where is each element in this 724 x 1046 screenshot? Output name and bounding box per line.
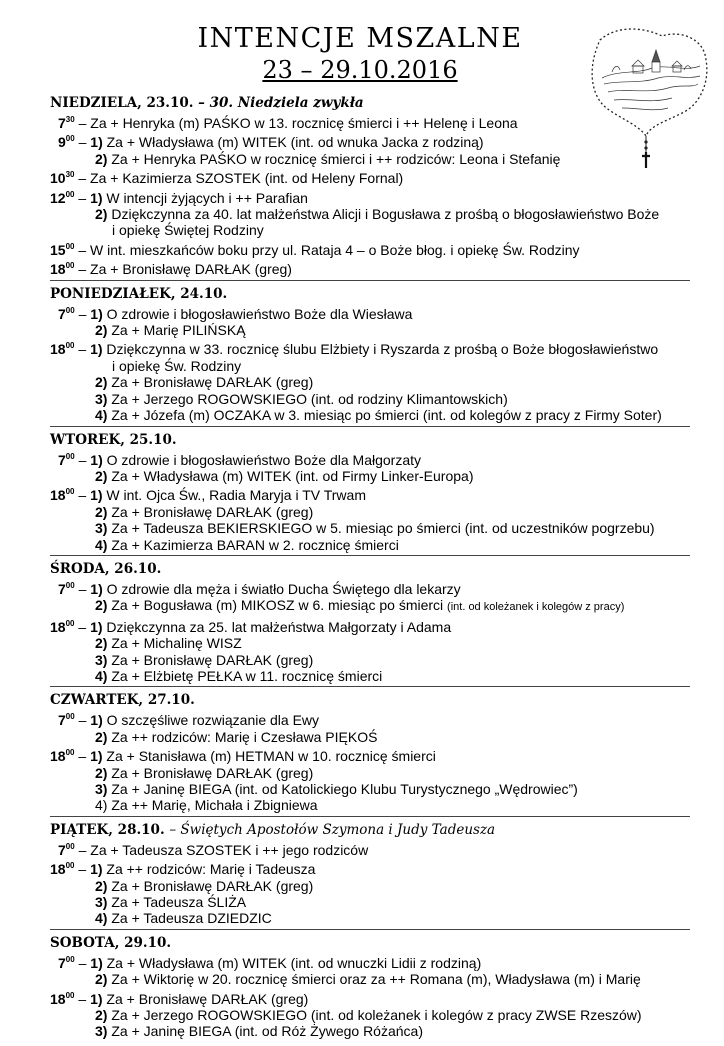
day-heading xyxy=(50,934,690,952)
mass-time: $10^{30}$ xyxy=(50,170,75,187)
day-date: PIĄTEK, 28.10. xyxy=(50,821,170,838)
dash-separator: – xyxy=(74,487,91,504)
intention-text: Dziękczynna w 33. rocznicę ślubu Elżbiety i Ryszarda z prośbą o Boże błogosławieństwo xyxy=(102,341,659,358)
mass-time: $18^{00}$ xyxy=(50,487,75,504)
mass-time: $7^{00}$ xyxy=(58,305,75,322)
intention-number: 4) xyxy=(95,910,108,927)
intention-number: 1) xyxy=(90,451,103,468)
intentions-list xyxy=(50,94,690,1046)
intention-line xyxy=(50,468,690,484)
mass-time: $18^{00}$ xyxy=(50,990,75,1007)
intention-text: Za + Bronisławę DARŁAK (greg) xyxy=(107,503,314,520)
intention-text: Za ++ rodziców: Marię i Tadeusza xyxy=(102,861,316,878)
intention-text: Za + Tadeusza BEKIERSKIEGO w 5. miesiąc po śmierci (int. od uczestników pogrzebu) xyxy=(107,520,655,537)
intention-line xyxy=(50,635,690,651)
intention-line xyxy=(50,131,690,150)
mass-time: $15^{00}$ xyxy=(50,241,75,258)
intention-number: 2) xyxy=(95,597,108,614)
intention-text: Za + Stanisława (m) HETMAN w 10. rocznicę śmierci xyxy=(102,748,436,765)
intention-line xyxy=(50,910,690,926)
intention-line xyxy=(50,1007,690,1023)
intention-line xyxy=(50,407,690,423)
intention-text: – Za + Bronisławę DARŁAK (greg) xyxy=(78,261,292,278)
intention-text: Dziękczynna za 40. lat małżeństwa Alicji i Bogusława z prośbą o błogosławieństwo Boże xyxy=(107,206,660,223)
intention-number: 4) xyxy=(95,407,108,424)
intention-text: i opiekę Świętej Rodziny xyxy=(112,222,264,239)
intention-text: Za + Józefa (m) OCZAKA w 3. miesiąc po śmierci (int. od kolegów z pracy z Firmy Soter) xyxy=(107,407,662,424)
day-heading xyxy=(50,821,690,839)
mass-time: $7^{00}$ xyxy=(58,451,75,468)
day-date: PONIEDZIAŁEK, 24.10. xyxy=(50,285,228,302)
intention-line xyxy=(50,952,690,971)
intention-number: 2) xyxy=(95,467,108,484)
day-section xyxy=(50,285,690,427)
day-heading xyxy=(50,560,690,578)
intention-number: 2) xyxy=(95,206,108,223)
intention-line xyxy=(50,449,690,468)
intention-line xyxy=(50,239,690,258)
intention-line xyxy=(50,1023,690,1039)
intention-line xyxy=(50,709,690,728)
intention-line xyxy=(50,797,690,813)
dash-separator: – xyxy=(74,580,91,597)
intention-line xyxy=(50,520,690,536)
intention-text: – Za + Henryka (m) PAŚKO w 13. rocznicę śmierci i ++ Helenę i Leona xyxy=(78,115,518,131)
intention-number: 2) xyxy=(95,150,108,167)
intention-line xyxy=(50,222,690,238)
intention-number: 4) xyxy=(95,797,108,814)
day-date: NIEDZIELA, 23.10. xyxy=(50,95,199,111)
day-section xyxy=(50,821,690,930)
intention-number: 3) xyxy=(95,651,108,668)
intention-text: Za + Marię PILIŃSKĄ xyxy=(107,322,246,339)
intention-text: O szczęśliwe rozwiązanie dla Ewy xyxy=(102,712,320,729)
intention-text: Za + Henryka PAŚKO w rocznicę śmierci i ++ rodziców: Leona i Stefanię xyxy=(107,150,561,167)
dash-separator: – xyxy=(74,341,91,358)
intention-number: 1) xyxy=(90,712,103,729)
intention-line xyxy=(50,971,690,987)
intention-text: Za + Bronisławę DARŁAK (greg) xyxy=(107,877,314,894)
mass-time: $18^{00}$ xyxy=(50,618,75,635)
intention-text: Za + Janinę BIEGA (int. od Katolickiego Klubu Turystycznego „Wędrowiec”) xyxy=(107,781,578,797)
intention-line xyxy=(50,988,690,1007)
feast-name: – 30. Niedziela zwykła xyxy=(198,95,364,111)
intention-number: 1) xyxy=(90,305,103,322)
intention-line xyxy=(50,358,690,374)
dash-separator: – xyxy=(74,954,91,971)
intention-number: 1) xyxy=(90,954,103,971)
intention-text: Za + Władysława (m) WITEK (int. od Firmy Linker-Europa) xyxy=(107,467,474,484)
mass-time: $18^{00}$ xyxy=(50,261,75,278)
day-date: CZWARTEK, 27.10. xyxy=(50,692,195,709)
day-section xyxy=(50,934,690,1042)
intention-line xyxy=(50,765,690,781)
intention-line xyxy=(50,303,690,322)
intention-text: Za + Elżbietę PEŁKA w 11. rocznicę śmierci xyxy=(107,667,383,684)
feast-name: – Świętych Apostołów Szymona i Judy Tadeusza xyxy=(169,821,496,838)
intention-line xyxy=(50,781,690,797)
page-date-range: 23 – 29.10.2016 xyxy=(262,56,458,84)
intention-number: 2) xyxy=(95,971,108,988)
page-title: INTENCJE MSZALNE xyxy=(197,23,523,54)
intention-line xyxy=(50,391,690,407)
dash-separator: – xyxy=(74,861,91,878)
intention-text: O zdrowie i błogosławieństwo Boże dla Wiesława xyxy=(102,305,413,322)
intention-text: – W int. mieszkańców boku przy ul. Rataja 4 – o Boże błog. i opiekę Św. Rodziny xyxy=(78,241,580,258)
day-heading xyxy=(50,285,690,303)
intention-text: Za + Michalinę WISZ xyxy=(107,635,242,652)
intention-line xyxy=(50,537,690,553)
intention-number: 2) xyxy=(95,503,108,520)
intention-line xyxy=(50,894,690,910)
intention-number: 1) xyxy=(90,748,103,765)
intention-number: 1) xyxy=(90,189,103,206)
day-heading xyxy=(50,431,690,449)
intention-number: 3) xyxy=(95,1023,108,1040)
day-section xyxy=(50,560,690,687)
intention-line xyxy=(50,616,690,635)
mass-time: $7^{00}$ xyxy=(58,712,75,729)
intention-number: 1) xyxy=(90,487,103,504)
intention-text: Za ++ Marię, Michała i Zbigniewa xyxy=(107,797,318,814)
intention-text: Za + Bronisławę DARŁAK (greg) xyxy=(107,651,314,668)
intention-number: 4) xyxy=(95,667,108,684)
mass-time: $7^{00}$ xyxy=(58,841,75,858)
intention-text: Za + Tadeusza ŚLIŻA xyxy=(107,894,247,911)
intention-text: W intencji żyjących i ++ Parafian xyxy=(102,189,308,206)
intention-text: Za + Kazimierza BARAN w 2. rocznicę śmierci xyxy=(107,536,399,553)
intention-line xyxy=(50,878,690,894)
intention-text: Za + Władysława (m) WITEK (int. od wnuka Jacka z rodziną) xyxy=(102,134,484,151)
intention-text: – Za + Kazimierza SZOSTEK (int. od Heleny Fornal) xyxy=(78,170,404,187)
intention-number: 3) xyxy=(95,894,108,911)
intention-line xyxy=(50,167,690,186)
intention-number: 3) xyxy=(95,390,108,407)
intention-number: 1) xyxy=(90,861,103,878)
day-date: ŚRODA, 26.10. xyxy=(50,560,162,577)
intention-text: i opiekę Św. Rodziny xyxy=(112,357,242,374)
dash-separator: – xyxy=(74,990,91,1007)
intention-number: 3) xyxy=(95,520,108,537)
intention-line xyxy=(50,745,690,764)
intention-text: – Za + Tadeusza SZOSTEK i ++ jego rodziców xyxy=(78,841,369,858)
intention-text: Za + Jerzego ROGOWSKIEGO (int. od rodziny Klimantowskich) xyxy=(107,390,508,407)
intention-line xyxy=(50,668,690,684)
intention-text: Za + Władysława (m) WITEK (int. od wnuczki Lidii z rodziną) xyxy=(102,954,482,971)
day-section xyxy=(50,94,690,281)
intention-number: 1) xyxy=(90,580,103,597)
day-heading xyxy=(50,691,690,709)
intention-number: 4) xyxy=(95,536,108,553)
mass-time: $18^{00}$ xyxy=(50,861,75,878)
intention-number: 1) xyxy=(90,134,103,151)
intention-line xyxy=(50,206,690,222)
intention-number: 2) xyxy=(95,635,108,652)
dash-separator: – xyxy=(74,134,91,151)
intention-number: 2) xyxy=(95,1007,108,1024)
mass-time: $18^{00}$ xyxy=(50,748,75,765)
mass-time: $7^{00}$ xyxy=(58,954,75,971)
intention-line xyxy=(50,652,690,668)
intention-number: 1) xyxy=(90,990,103,1007)
intention-line xyxy=(50,839,690,858)
intention-line xyxy=(50,597,690,615)
intention-text: Za + Bronisławę DARŁAK (greg) xyxy=(102,990,309,1007)
intention-text: Za + Jerzego ROGOWSKIEGO (int. od koleżanek i kolegów z pracy ZWSE Rzeszów) xyxy=(107,1007,642,1024)
intention-text: Za ++ rodziców: Marię i Czesława PIĘKOŚ xyxy=(107,728,378,745)
dash-separator: – xyxy=(74,451,91,468)
intention-line xyxy=(50,484,690,503)
dash-separator: – xyxy=(74,189,91,206)
intention-text: O zdrowie dla męża i światło Ducha Świętego dla lekarzy xyxy=(102,580,461,597)
intention-text: Za + Bronisławę DARŁAK (greg) xyxy=(107,764,314,781)
intention-number: 2) xyxy=(95,322,108,339)
intention-line xyxy=(50,187,690,206)
intention-number: 2) xyxy=(95,728,108,745)
intention-line xyxy=(50,322,690,338)
intention-note: (int. od koleżanek i kolegów z pracy) xyxy=(447,601,625,614)
intention-number: 2) xyxy=(95,374,108,391)
intention-line xyxy=(50,504,690,520)
mass-time: $18^{00}$ xyxy=(50,341,75,358)
intention-line xyxy=(50,112,690,131)
day-heading xyxy=(50,94,690,112)
intention-number: 3) xyxy=(95,781,108,797)
intention-text: Dziękczynna za 25. lat małżeństwa Małgorzaty i Adama xyxy=(102,618,452,635)
dash-separator: – xyxy=(74,618,91,635)
intention-line xyxy=(50,258,690,277)
day-date: SOBOTA, 29.10. xyxy=(50,934,172,951)
intention-line xyxy=(50,858,690,877)
mass-time: $12^{00}$ xyxy=(50,189,75,206)
intention-text: Za + Bronisławę DARŁAK (greg) xyxy=(107,374,314,391)
intention-number: 1) xyxy=(90,341,103,358)
intention-text: Za + Janinę BIEGA (int. od Róż Żywego Różańca) xyxy=(107,1023,423,1040)
dash-separator: – xyxy=(74,748,91,765)
mass-time: $7^{30}$ xyxy=(58,115,75,131)
intention-number: 2) xyxy=(95,877,108,894)
intention-line xyxy=(50,151,690,167)
intention-text: W int. Ojca Św., Radia Maryja i TV Trwam xyxy=(102,487,366,504)
mass-time: $9^{00}$ xyxy=(58,134,75,151)
intention-line xyxy=(50,374,690,390)
intention-line xyxy=(50,729,690,745)
day-section xyxy=(50,691,690,816)
day-section xyxy=(50,431,690,556)
intention-text: O zdrowie i błogosławieństwo Boże dla Małgorzaty xyxy=(102,451,421,468)
intention-text: Za + Wiktorię w 20. rocznicę śmierci oraz za ++ Romana (m), Władysława (m) i Marię xyxy=(107,971,641,988)
intention-text: Za + Bogusława (m) MIKOSZ w 6. miesiąc po śmierci xyxy=(107,597,448,614)
intention-line xyxy=(50,578,690,597)
dash-separator: – xyxy=(74,305,91,322)
mass-time: $7^{00}$ xyxy=(58,580,75,597)
dash-separator: – xyxy=(74,712,91,729)
intention-line xyxy=(50,338,690,357)
intention-number: 1) xyxy=(90,618,103,635)
day-date: WTOREK, 25.10. xyxy=(50,431,177,448)
intention-text: Za + Tadeusza DZIEDZIC xyxy=(107,910,272,927)
intention-number: 2) xyxy=(95,764,108,781)
